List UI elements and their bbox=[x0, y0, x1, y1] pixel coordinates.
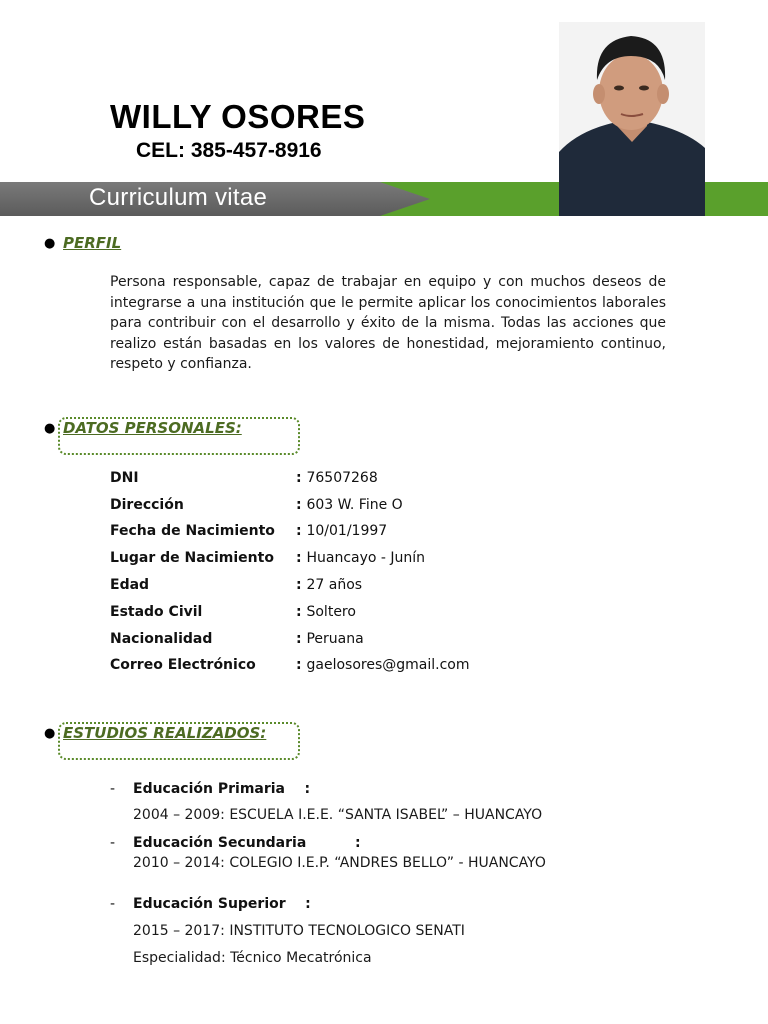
person-portrait-icon bbox=[559, 22, 705, 216]
datos-label: Edad bbox=[110, 577, 150, 593]
primaria-heading: Educación Primaria : bbox=[133, 781, 311, 797]
superior-heading: Educación Superior : bbox=[133, 896, 311, 912]
datos-label: DNI bbox=[110, 470, 139, 486]
list-dash: - bbox=[110, 835, 116, 851]
datos-value: 10/01/1997 bbox=[306, 523, 388, 539]
datos-value: Huancayo - Junín bbox=[306, 550, 426, 566]
perfil-bullet: ● bbox=[44, 236, 56, 251]
list-dash: - bbox=[110, 896, 116, 912]
datos-heading: DATOS PERSONALES: bbox=[63, 419, 242, 437]
datos-label: Nacionalidad bbox=[110, 631, 213, 647]
datos-value: 603 W. Fine O bbox=[306, 497, 403, 513]
datos-label: Correo Electrónico bbox=[110, 657, 256, 673]
datos-label: Fecha de Nacimiento bbox=[110, 523, 275, 539]
superior-detail: 2015 – 2017: INSTITUTO TECNOLOGICO SENATI bbox=[133, 923, 465, 939]
datos-value: Peruana bbox=[306, 631, 364, 647]
secundaria-detail: 2010 – 2014: COLEGIO I.E.P. “ANDRES BELLO” - HUANCAYO bbox=[133, 855, 546, 871]
phone-number: CEL: 385-457-8916 bbox=[136, 139, 322, 162]
datos-label: Estado Civil bbox=[110, 604, 203, 620]
datos-value: 27 años bbox=[306, 577, 363, 593]
primaria-detail: 2004 – 2009: ESCUELA I.E.E. “SANTA ISABEL” – HUANCAYO bbox=[133, 807, 543, 823]
banner-title: Curriculum vitae bbox=[89, 184, 268, 211]
datos-bullet: ● bbox=[44, 421, 56, 436]
datos-value: gaelosores@gmail.com bbox=[306, 657, 470, 673]
datos-label: Dirección bbox=[110, 497, 184, 513]
list-dash: - bbox=[110, 781, 116, 797]
perfil-text: Persona responsable, capaz de trabajar en equipo y con muchos deseos de integrarse a una institución que le permite aplicar los conocimientos laborales para contribuir con el desarrollo y éxito de la misma. Todas las acciones que realizo están basadas en los valores de honestidad, mejoramiento continuo, respeto y confianza. bbox=[110, 274, 666, 373]
perfil-heading: PERFIL bbox=[63, 234, 122, 252]
secundaria-heading: Educación Secundaria : bbox=[133, 835, 361, 851]
estudios-bullet: ● bbox=[44, 726, 56, 741]
estudios-heading: ESTUDIOS REALIZADOS: bbox=[63, 724, 267, 742]
datos-value: 76507268 bbox=[306, 470, 378, 486]
datos-value: Soltero bbox=[306, 604, 356, 620]
especialidad: Especialidad: Técnico Mecatrónica bbox=[133, 950, 372, 966]
datos-label: Lugar de Nacimiento bbox=[110, 550, 274, 566]
candidate-name: WILLY OSORES bbox=[110, 98, 366, 135]
profile-photo bbox=[559, 22, 705, 216]
